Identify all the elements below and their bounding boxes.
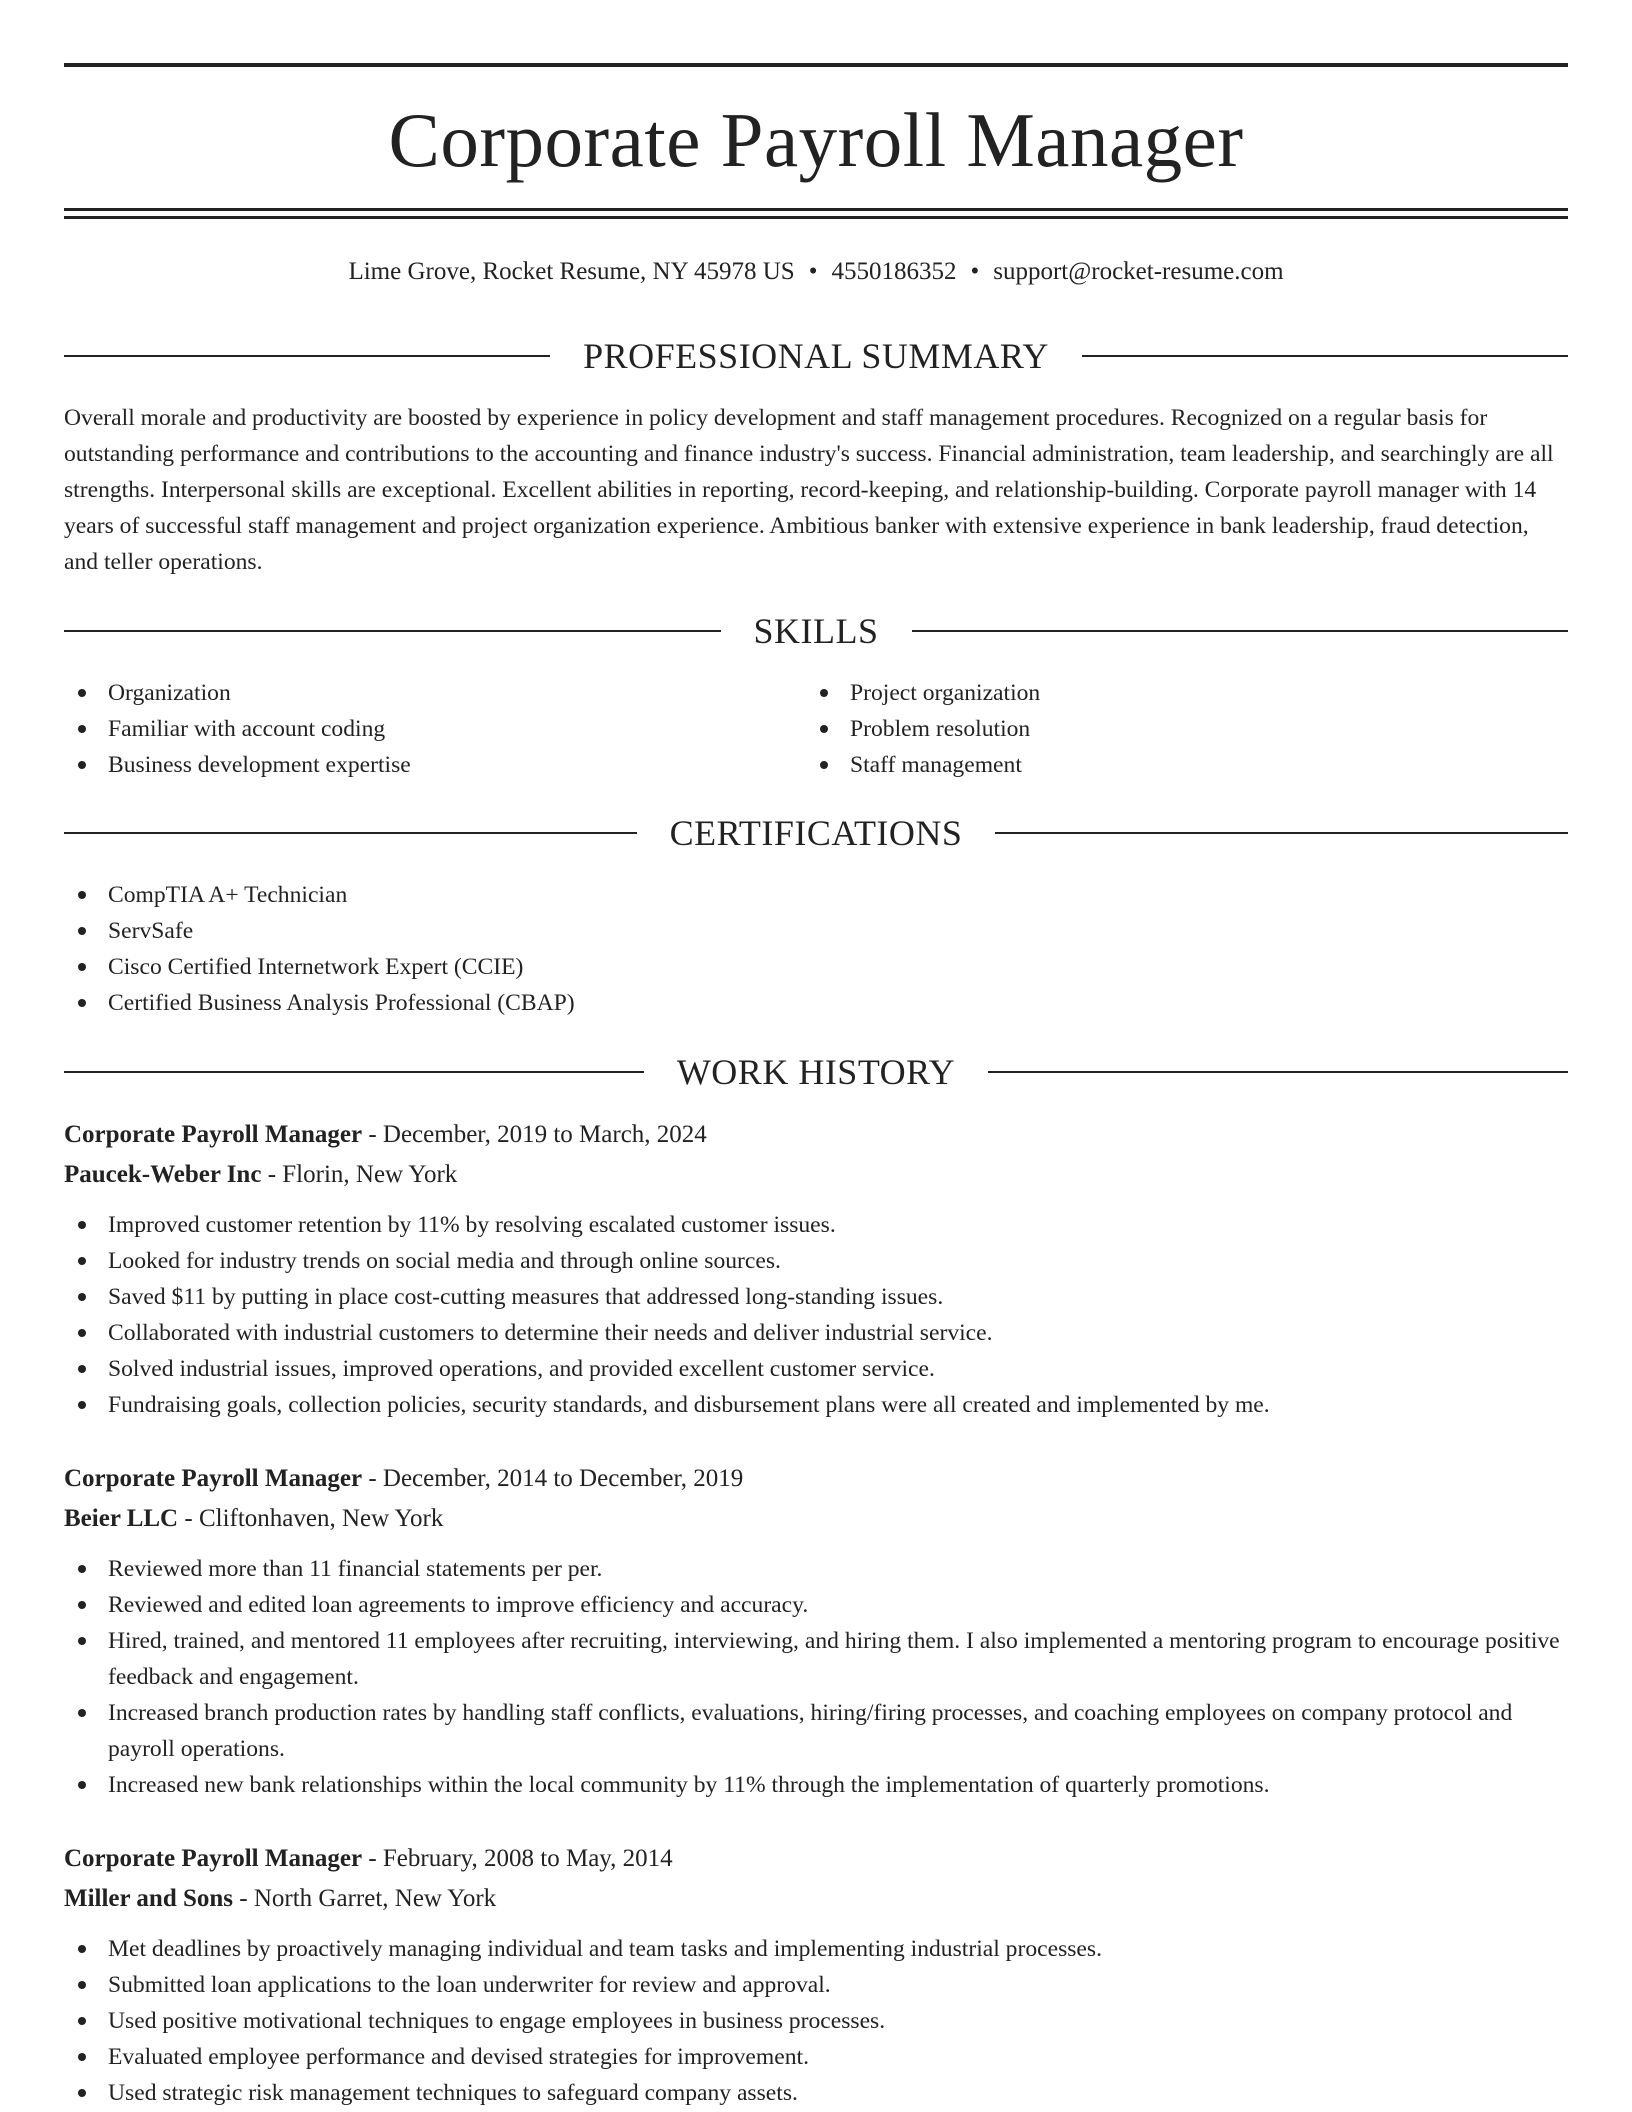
bullet-icon xyxy=(78,1365,86,1373)
bullet-icon xyxy=(78,725,86,733)
job-role: Corporate Payroll Manager xyxy=(64,1465,363,1492)
bullet-icon xyxy=(78,1221,86,1229)
bullet-icon xyxy=(78,1401,86,1409)
job-role: Corporate Payroll Manager xyxy=(64,1121,363,1148)
skills-list-left xyxy=(64,675,764,783)
bullet-icon xyxy=(78,963,86,971)
bullet-icon xyxy=(78,2089,86,2097)
job-company-line xyxy=(64,1155,1568,1195)
job-bullet: Looked for industry trends on social media and through online sources. xyxy=(64,1243,1568,1279)
section-header-skills xyxy=(64,609,1568,653)
job-entry xyxy=(64,1115,1568,1423)
bullet-icon xyxy=(78,761,86,769)
skill-item: Project organization xyxy=(806,675,1506,711)
skill-item: Familiar with account coding xyxy=(64,711,764,747)
job-dates: - February, 2008 to May, 2014 xyxy=(362,1845,673,1872)
job-bullet: Increased new bank relationships within the local community by 11% through the implementation of quarterly promotions. xyxy=(64,1767,1568,1803)
certification-item: Certified Business Analysis Professional (CBAP) xyxy=(64,985,1264,1021)
job-title-line xyxy=(64,1459,1568,1499)
section-header-work-history xyxy=(64,1050,1568,1094)
divider-line xyxy=(995,832,1568,834)
section-title-summary: PROFESSIONAL SUMMARY xyxy=(583,336,1049,376)
job-bullets xyxy=(64,1931,1568,2111)
contact-separator: • xyxy=(808,258,818,285)
section-title-work-history: WORK HISTORY xyxy=(676,1052,956,1092)
bullet-icon xyxy=(820,725,828,733)
skill-item: Organization xyxy=(64,675,764,711)
bullet-icon xyxy=(78,1781,86,1789)
skill-item: Business development expertise xyxy=(64,747,764,783)
divider-line xyxy=(64,355,550,357)
job-bullet: Fundraising goals, collection policies, security standards, and disbursement plans were all created and implemented by me. xyxy=(64,1387,1568,1423)
top-rule xyxy=(64,63,1568,67)
contact-address: Lime Grove, Rocket Resume, NY 45978 US xyxy=(348,258,795,285)
divider-line xyxy=(1082,355,1568,357)
bullet-icon xyxy=(78,999,86,1007)
job-location: - North Garret, New York xyxy=(233,1885,497,1912)
bullet-icon xyxy=(820,689,828,697)
section-header-summary xyxy=(64,334,1568,378)
section-title-certifications: CERTIFICATIONS xyxy=(669,813,963,853)
divider-line xyxy=(64,630,721,632)
bullet-icon xyxy=(78,927,86,935)
contact-separator: • xyxy=(970,258,980,285)
job-company-line xyxy=(64,1499,1568,1539)
job-bullet: Solved industrial issues, improved operations, and provided excellent customer service. xyxy=(64,1351,1568,1387)
job-entry xyxy=(64,1459,1568,1803)
job-company: Beier LLC xyxy=(64,1505,179,1532)
bullet-icon xyxy=(78,1637,86,1645)
divider-line xyxy=(64,832,637,834)
bullet-icon xyxy=(820,761,828,769)
job-bullet: Saved $11 by putting in place cost-cutting measures that addressed long-standing issues. xyxy=(64,1279,1568,1315)
bullet-icon xyxy=(78,1945,86,1953)
bullet-icon xyxy=(78,1565,86,1573)
job-bullet: Reviewed more than 11 financial statements per per. xyxy=(64,1551,1568,1587)
certification-item: CompTIA A+ Technician xyxy=(64,877,1264,913)
job-bullet: Used positive motivational techniques to engage employees in business processes. xyxy=(64,2003,1568,2039)
skill-item: Problem resolution xyxy=(806,711,1506,747)
skills-list-right xyxy=(806,675,1506,783)
job-location: - Florin, New York xyxy=(261,1161,458,1188)
bullet-icon xyxy=(78,689,86,697)
job-location: - Cliftonhaven, New York xyxy=(178,1505,444,1532)
bullet-icon xyxy=(78,1257,86,1265)
job-role: Corporate Payroll Manager xyxy=(64,1845,363,1872)
divider-line xyxy=(912,630,1569,632)
bullet-icon xyxy=(78,1293,86,1301)
job-bullet: Increased branch production rates by handling staff conflicts, evaluations, hiring/firing processes, and coaching employees on company protocol and payroll operations. xyxy=(64,1695,1568,1767)
job-entry xyxy=(64,1839,1568,2111)
bullet-icon xyxy=(78,891,86,899)
job-bullets xyxy=(64,1207,1568,1423)
job-bullet: Hired, trained, and mentored 11 employees after recruiting, interviewing, and hiring them. I also implemented a mentoring program to encourage positive feedback and engagement. xyxy=(64,1623,1568,1695)
job-company: Miller and Sons xyxy=(64,1885,234,1912)
job-bullet: Submitted loan applications to the loan underwriter for review and approval. xyxy=(64,1967,1568,2003)
certification-item: Cisco Certified Internetwork Expert (CCIE) xyxy=(64,949,1264,985)
contact-email: support@rocket-resume.com xyxy=(993,258,1284,285)
job-bullet: Used strategic risk management techniques to safeguard company assets. xyxy=(64,2075,1568,2111)
skill-item: Staff management xyxy=(806,747,1506,783)
job-dates: - December, 2019 to March, 2024 xyxy=(362,1121,707,1148)
divider-line xyxy=(988,1071,1568,1073)
double-rule xyxy=(64,208,1568,219)
bullet-icon xyxy=(78,1709,86,1717)
job-bullet: Collaborated with industrial customers to determine their needs and deliver industrial service. xyxy=(64,1315,1568,1351)
bullet-icon xyxy=(78,2017,86,2025)
contact-phone: 4550186352 xyxy=(831,258,957,285)
job-bullet: Reviewed and edited loan agreements to improve efficiency and accuracy. xyxy=(64,1587,1568,1623)
certifications-list xyxy=(64,877,1264,1021)
job-dates: - December, 2014 to December, 2019 xyxy=(362,1465,744,1492)
bullet-icon xyxy=(78,1601,86,1609)
section-title-skills: SKILLS xyxy=(753,611,879,651)
job-title-line xyxy=(64,1115,1568,1155)
job-company-line xyxy=(64,1879,1568,1919)
bullet-icon xyxy=(78,1329,86,1337)
bullet-icon xyxy=(78,2053,86,2061)
summary-text: Overall morale and productivity are boosted by experience in policy development and staff management procedures. Recognized on a regular basis for outstanding performance and contributions to the accounting and finance industry's success. Financial administration, team leadership, and searchingly are all strengths. Interpersonal skills are exceptional. Excellent abilities in reporting, record-keeping, and relationship-building. Corporate payroll manager with 14 years of successful staff management and project organization experience. Ambitious banker with extensive experience in bank leadership, fraud detection, and teller operations. xyxy=(64,405,1554,575)
resume-name: Corporate Payroll Manager xyxy=(388,97,1244,183)
section-header-certifications xyxy=(64,811,1568,855)
job-bullet: Improved customer retention by 11% by resolving escalated customer issues. xyxy=(64,1207,1568,1243)
job-bullet: Evaluated employee performance and devised strategies for improvement. xyxy=(64,2039,1568,2075)
job-company: Paucek-Weber Inc xyxy=(64,1161,262,1188)
bullet-icon xyxy=(78,1981,86,1989)
job-bullets xyxy=(64,1551,1568,1803)
divider-line xyxy=(64,1071,644,1073)
job-title-line xyxy=(64,1839,1568,1879)
job-bullet: Met deadlines by proactively managing individual and team tasks and implementing industrial processes. xyxy=(64,1931,1568,1967)
certification-item: ServSafe xyxy=(64,913,1264,949)
contact-line xyxy=(64,254,1568,290)
